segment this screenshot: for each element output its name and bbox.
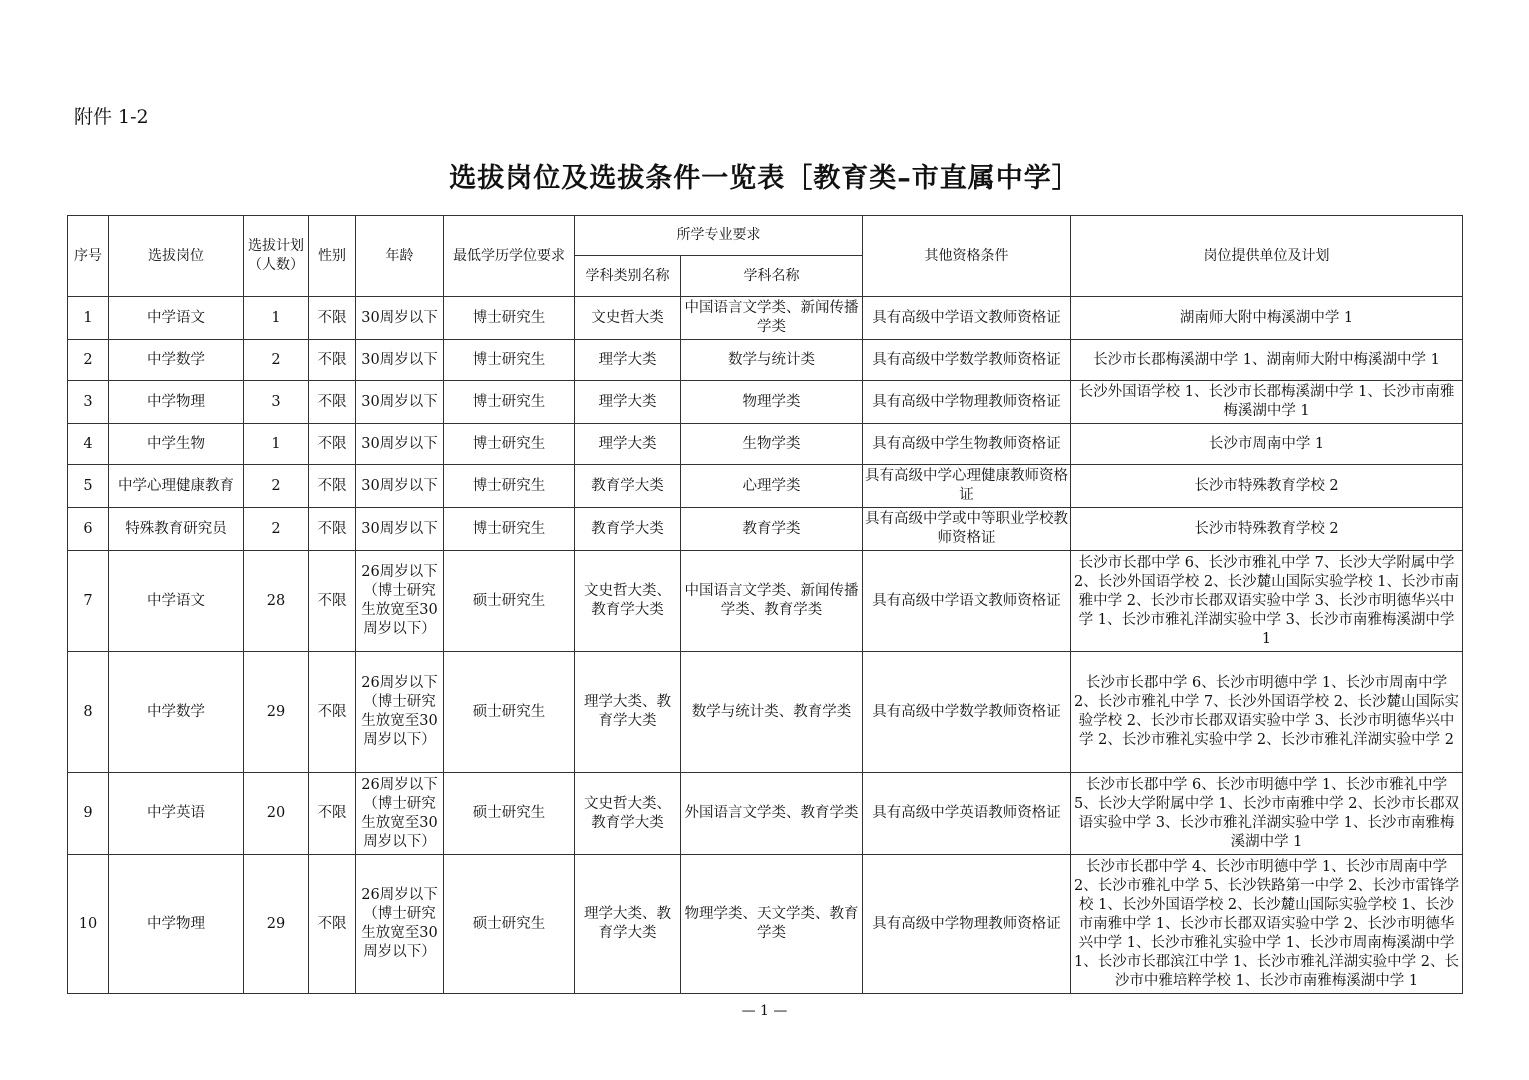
table-row — [68, 424, 1463, 465]
cell-degree: 硕士研究生 — [444, 855, 575, 994]
cell-gender: 不限 — [309, 381, 356, 424]
cell-subject: 物理学类、天文学类、教育学类 — [681, 855, 863, 994]
cell-degree: 博士研究生 — [444, 465, 575, 508]
cell-units: 长沙市长郡中学 6、长沙市雅礼中学 7、长沙大学附属中学 2、长沙外国语学校 2、长沙麓山国际实验学校 1、长沙市南雅中学 2、长沙市长郡双语实验中学 3、长沙市明德华兴中学 1、长沙市雅礼洋湖实验中学 3、长沙市南雅梅溪湖中学 1 — [1071, 551, 1463, 652]
cell-degree: 博士研究生 — [444, 508, 575, 551]
cell-seq: 5 — [68, 465, 109, 508]
cell-degree: 博士研究生 — [444, 340, 575, 381]
cell-units: 长沙市周南中学 1 — [1071, 424, 1463, 465]
table-row — [68, 508, 1463, 551]
cell-plan: 1 — [244, 297, 309, 340]
cell-plan: 28 — [244, 551, 309, 652]
cell-units: 长沙市长郡中学 6、长沙市明德中学 1、长沙市周南中学 2、长沙市雅礼中学 7、长沙外国语学校 2、长沙麓山国际实验学校 2、长沙市长郡双语实验中学 3、长沙市明德华兴中学 2、长沙市雅礼实验中学 2、长沙市雅礼洋湖实验中学 2 — [1071, 652, 1463, 773]
table-row — [68, 551, 1463, 652]
table-row — [68, 465, 1463, 508]
header-major-group: 所学专业要求 — [575, 216, 863, 256]
cell-age: 30周岁以下 — [356, 381, 444, 424]
cell-category: 教育学大类 — [575, 465, 681, 508]
cell-age: 30周岁以下 — [356, 465, 444, 508]
cell-subject: 数学与统计类 — [681, 340, 863, 381]
cell-subject: 教育学类 — [681, 508, 863, 551]
cell-subject: 外国语言文学类、教育学类 — [681, 773, 863, 855]
page-title: 选拔岗位及选拔条件一览表［教育类–市直属中学］ — [449, 163, 1080, 194]
cell-plan: 2 — [244, 465, 309, 508]
cell-gender: 不限 — [309, 508, 356, 551]
cell-other: 具有高级中学物理教师资格证 — [863, 855, 1071, 994]
cell-units: 湖南师大附中梅溪湖中学 1 — [1071, 297, 1463, 340]
cell-plan: 2 — [244, 508, 309, 551]
cell-position: 中学物理 — [109, 855, 244, 994]
cell-degree: 硕士研究生 — [444, 773, 575, 855]
cell-position: 中学生物 — [109, 424, 244, 465]
header-plan: 选拔计划（人数） — [244, 216, 309, 297]
table-row — [68, 773, 1463, 855]
cell-units: 长沙市长郡中学 4、长沙市明德中学 1、长沙市周南中学 2、长沙市雅礼中学 5、长沙铁路第一中学 2、长沙市雷锋学校 1、长沙外国语学校 2、长沙麓山国际实验学校 1、长沙市南雅中学 1、长沙市长郡双语实验中学 2、长沙市明德华兴中学 1、长沙市雅礼实验中学 1、长沙市周南梅溪湖中学 1、长沙市长郡滨江中学 1、长沙市雅礼洋湖实验中学 2、长沙市中雅培粹学校 1、长沙市南雅梅溪湖中学 1 — [1071, 855, 1463, 994]
cell-gender: 不限 — [309, 855, 356, 994]
cell-category: 文史哲大类、教育学大类 — [575, 773, 681, 855]
cell-age: 30周岁以下 — [356, 340, 444, 381]
cell-plan: 20 — [244, 773, 309, 855]
header-seq: 序号 — [68, 216, 109, 297]
cell-age: 26周岁以下（博士研究生放宽至30周岁以下） — [356, 855, 444, 994]
cell-gender: 不限 — [309, 424, 356, 465]
cell-other: 具有高级中学数学教师资格证 — [863, 340, 1071, 381]
cell-subject: 物理学类 — [681, 381, 863, 424]
cell-seq: 8 — [68, 652, 109, 773]
cell-position: 中学物理 — [109, 381, 244, 424]
cell-degree: 博士研究生 — [444, 381, 575, 424]
cell-age: 26周岁以下（博士研究生放宽至30周岁以下） — [356, 551, 444, 652]
cell-seq: 2 — [68, 340, 109, 381]
header-category: 学科类别名称 — [575, 256, 681, 297]
cell-seq: 10 — [68, 855, 109, 994]
header-subject: 学科名称 — [681, 256, 863, 297]
header-units: 岗位提供单位及计划 — [1071, 216, 1463, 297]
cell-units: 长沙外国语学校 1、长沙市长郡梅溪湖中学 1、长沙市南雅梅溪湖中学 1 — [1071, 381, 1463, 424]
cell-category: 理学大类 — [575, 424, 681, 465]
cell-plan: 2 — [244, 340, 309, 381]
cell-category: 文史哲大类 — [575, 297, 681, 340]
header-age: 年龄 — [356, 216, 444, 297]
cell-degree: 硕士研究生 — [444, 652, 575, 773]
cell-category: 理学大类 — [575, 340, 681, 381]
cell-age: 26周岁以下（博士研究生放宽至30周岁以下） — [356, 652, 444, 773]
cell-subject: 中国语言文学类、新闻传播学类 — [681, 297, 863, 340]
page-number: — 1 — — [741, 1003, 788, 1019]
cell-other: 具有高级中学语文教师资格证 — [863, 551, 1071, 652]
header-gender: 性别 — [309, 216, 356, 297]
cell-other: 具有高级中学数学教师资格证 — [863, 652, 1071, 773]
cell-position: 特殊教育研究员 — [109, 508, 244, 551]
cell-seq: 1 — [68, 297, 109, 340]
table-row — [68, 855, 1463, 994]
cell-gender: 不限 — [309, 551, 356, 652]
cell-category: 教育学大类 — [575, 508, 681, 551]
cell-seq: 9 — [68, 773, 109, 855]
table-row — [68, 381, 1463, 424]
cell-category: 文史哲大类、教育学大类 — [575, 551, 681, 652]
cell-plan: 3 — [244, 381, 309, 424]
cell-subject: 生物学类 — [681, 424, 863, 465]
cell-age: 30周岁以下 — [356, 424, 444, 465]
cell-subject: 心理学类 — [681, 465, 863, 508]
table-row — [68, 340, 1463, 381]
cell-other: 具有高级中学物理教师资格证 — [863, 381, 1071, 424]
cell-units: 长沙市长郡梅溪湖中学 1、湖南师大附中梅溪湖中学 1 — [1071, 340, 1463, 381]
attachment-label: 附件 1-2 — [74, 106, 149, 128]
positions-table — [67, 215, 1463, 994]
cell-category: 理学大类 — [575, 381, 681, 424]
cell-gender: 不限 — [309, 465, 356, 508]
cell-degree: 硕士研究生 — [444, 551, 575, 652]
cell-other: 具有高级中学或中等职业学校教师资格证 — [863, 508, 1071, 551]
cell-position: 中学数学 — [109, 340, 244, 381]
cell-gender: 不限 — [309, 297, 356, 340]
cell-other: 具有高级中学心理健康教师资格证 — [863, 465, 1071, 508]
cell-gender: 不限 — [309, 340, 356, 381]
cell-position: 中学语文 — [109, 297, 244, 340]
cell-seq: 4 — [68, 424, 109, 465]
cell-position: 中学数学 — [109, 652, 244, 773]
cell-units: 长沙市特殊教育学校 2 — [1071, 508, 1463, 551]
cell-gender: 不限 — [309, 652, 356, 773]
cell-plan: 29 — [244, 652, 309, 773]
cell-age: 26周岁以下（博士研究生放宽至30周岁以下） — [356, 773, 444, 855]
cell-other: 具有高级中学生物教师资格证 — [863, 424, 1071, 465]
cell-plan: 1 — [244, 424, 309, 465]
cell-degree: 博士研究生 — [444, 297, 575, 340]
cell-subject: 数学与统计类、教育学类 — [681, 652, 863, 773]
cell-position: 中学心理健康教育 — [109, 465, 244, 508]
cell-units: 长沙市特殊教育学校 2 — [1071, 465, 1463, 508]
cell-subject: 中国语言文学类、新闻传播学类、教育学类 — [681, 551, 863, 652]
cell-position: 中学英语 — [109, 773, 244, 855]
cell-plan: 29 — [244, 855, 309, 994]
header-other: 其他资格条件 — [863, 216, 1071, 297]
table-row — [68, 652, 1463, 773]
cell-other: 具有高级中学英语教师资格证 — [863, 773, 1071, 855]
cell-other: 具有高级中学语文教师资格证 — [863, 297, 1071, 340]
cell-gender: 不限 — [309, 773, 356, 855]
cell-age: 30周岁以下 — [356, 297, 444, 340]
cell-category: 理学大类、教育学大类 — [575, 652, 681, 773]
cell-category: 理学大类、教育学大类 — [575, 855, 681, 994]
cell-seq: 3 — [68, 381, 109, 424]
header-degree: 最低学历学位要求 — [444, 216, 575, 297]
cell-age: 30周岁以下 — [356, 508, 444, 551]
cell-degree: 博士研究生 — [444, 424, 575, 465]
cell-seq: 7 — [68, 551, 109, 652]
table-row — [68, 297, 1463, 340]
header-position: 选拔岗位 — [109, 216, 244, 297]
cell-units: 长沙市长郡中学 6、长沙市明德中学 1、长沙市雅礼中学 5、长沙大学附属中学 1、长沙市南雅中学 2、长沙市长郡双语实验中学 3、长沙市雅礼洋湖实验中学 1、长沙市南雅梅溪湖中学 1 — [1071, 773, 1463, 855]
cell-seq: 6 — [68, 508, 109, 551]
cell-position: 中学语文 — [109, 551, 244, 652]
